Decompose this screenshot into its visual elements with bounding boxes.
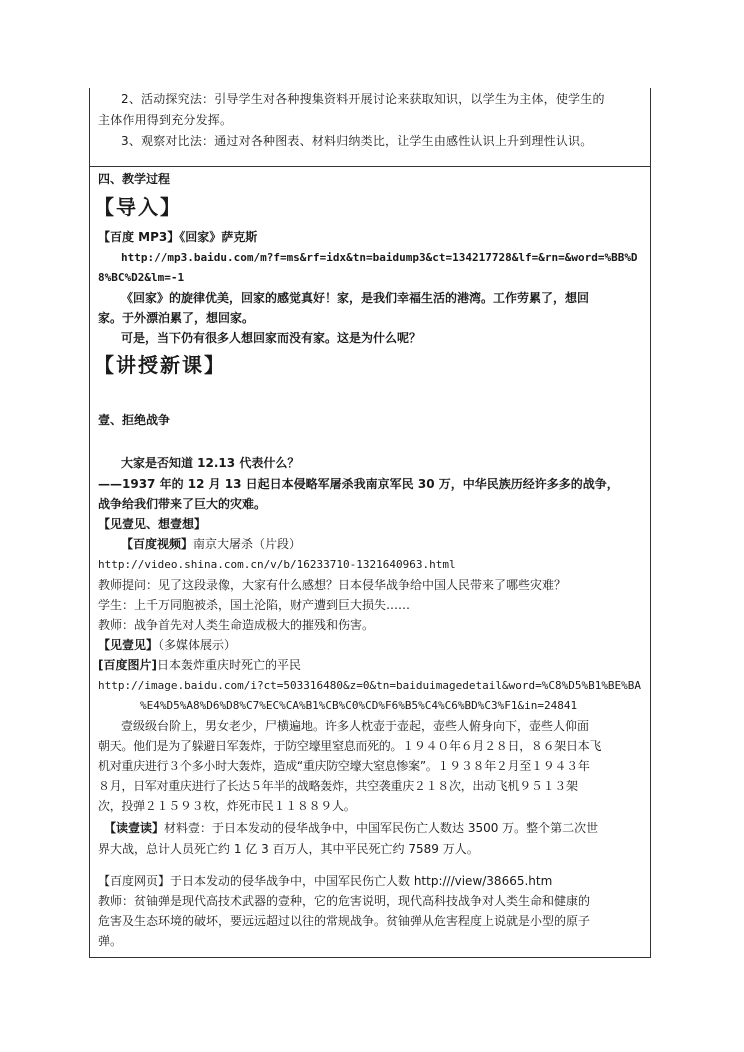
row-divider: [89, 166, 651, 167]
section-heading: 四、教学过程: [98, 172, 171, 186]
web-page-line: 【百度网页】于日本发动的侵华战争中，中国军民伤亡人数 http:///view/38665.htm: [98, 874, 553, 888]
teacher-question: 教师提问：见了这段录像，大家有什么感想？日本侵华战争给中国人民带来了哪些灾难？: [98, 578, 567, 592]
teacher-explanation-cont: 危害及生态环境的破坏，要远远超过以往的常规战争。贫铀弹从危害程度上说就是小型的原子: [98, 914, 591, 928]
mp3-url-link-cont[interactable]: 8%BC%D2&lm=-1: [98, 271, 185, 284]
video-line: [121, 536, 301, 552]
answer-line: ——1937 年的 12 月 13 日起日本侵略军屠杀我南京军民 30 万，中华民族历经许多多的战争，: [98, 477, 619, 491]
image-url-link[interactable]: http://image.baidu.com/i?ct=503316480&z=0&tn=baiduimagedetail&word=%C8%D5%B1%BE%BA: [98, 679, 642, 692]
history-paragraph-1: 壹级级台阶上，男女老少，尸横遍地。许多人枕壶于壶起，壶些人俯身向下，壶些人仰面: [121, 719, 590, 733]
video-label: 【百度视频】: [121, 537, 194, 551]
intro-paragraph: 《回家》的旋律优美，回家的感觉真好！家，是我们幸福生活的港湾。工作劳累了，想回: [121, 291, 590, 305]
history-paragraph-2: 朝天。他们是为了躲避日军轰炸，于防空壕里窒息而死的。１９４０年６月２８日，８６架日本飞: [98, 739, 602, 753]
student-answer: 学生：上千万同胞被杀，国土沦陷，财产遭到巨大损失……: [98, 598, 411, 612]
read-text-cont: 界大战，总计人员死亡约 1 亿 3 百万人，其中平民死亡约 7589 万人。: [98, 842, 479, 856]
method-2-text-cont: 主体作用得到充分发挥。: [98, 113, 233, 127]
answer-line-cont: 战争给我们带来了巨大的灾难。: [98, 497, 267, 511]
see-line: [98, 637, 236, 653]
video-title: 南京大屠杀（片段）: [193, 537, 302, 551]
read-label: 【读壹读】: [104, 821, 165, 835]
mp3-url-link[interactable]: http://mp3.baidu.com/m?f=ms&rf=idx&tn=baidump3&ct=134217728&lf=&rn=&word=%BB%D: [121, 251, 638, 264]
intro-title: 【导入】: [94, 195, 182, 219]
video-url-link[interactable]: http://video.shina.com.cn/v/b/16233710-1321640963.html: [98, 558, 456, 571]
question-line: 大家是否知道 12.13 代表什么？: [121, 456, 300, 470]
method-3-text: 3、观察对比法：通过对各种图表、材料归纳类比，让学生由感性认识上升到理性认识。: [121, 134, 593, 148]
see-label: 【见壹见】: [98, 638, 159, 652]
teacher-explanation: 教师：贫铀弹是现代高技术武器的壹种，它的危害说明，现代高科技战争对人类生命和健康的: [98, 894, 591, 908]
teacher-explanation-end: 弹。: [98, 934, 123, 948]
new-lesson-title: 【讲授新课】: [94, 353, 226, 377]
history-paragraph-4: ８月，日军对重庆进行了长达５年半的战略轰炸，共空袭重庆２１８次，出动飞机９５１３架: [98, 779, 578, 793]
method-2-text: 2、活动探究法：引导学生对各种搜集资料开展讨论来获取知识，以学生为主体，使学生的: [121, 92, 605, 106]
read-text: 材料壹：于日本发动的侵华战争中，中国军民伤亡人数达 3500 万。整个第二次世: [164, 821, 599, 835]
image-caption: 日本轰炸重庆时死亡的平民: [156, 658, 301, 672]
image-url-link-cont[interactable]: %E4%D5%A8%D6%D8%C7%EC%CA%B1%CB%C0%CD%F6%B5%C4%C6%BD%C3%F1&in=24841: [140, 699, 578, 712]
read-line: [104, 820, 598, 836]
history-paragraph-3: 机对重庆进行３个多小时大轰炸，造成“重庆防空壕大窒息惨案”。１９３８年２月至１９４３年: [98, 759, 590, 773]
image-label: [百度图片]: [98, 658, 157, 672]
section-1-title: 壹、拒绝战争: [98, 413, 171, 427]
see-note: （多媒体展示）: [158, 638, 237, 652]
intro-question: 可是，当下仍有很多人想回家而没有家。这是为什么呢？: [121, 331, 422, 345]
mp3-label: 【百度 MP3】《回家》萨克斯: [98, 230, 258, 244]
history-paragraph-5: 次，投弹２１５９３枚，炸死市民１１８８９人。: [98, 799, 356, 813]
image-line: [98, 657, 301, 673]
see-think-label: 【见壹见、想壹想】: [98, 517, 207, 531]
intro-paragraph-cont: 家。于外漂泊累了，想回家。: [98, 311, 255, 325]
teacher-remark: 教师：战争首先对人类生命造成极大的摧残和伤害。: [98, 618, 375, 632]
